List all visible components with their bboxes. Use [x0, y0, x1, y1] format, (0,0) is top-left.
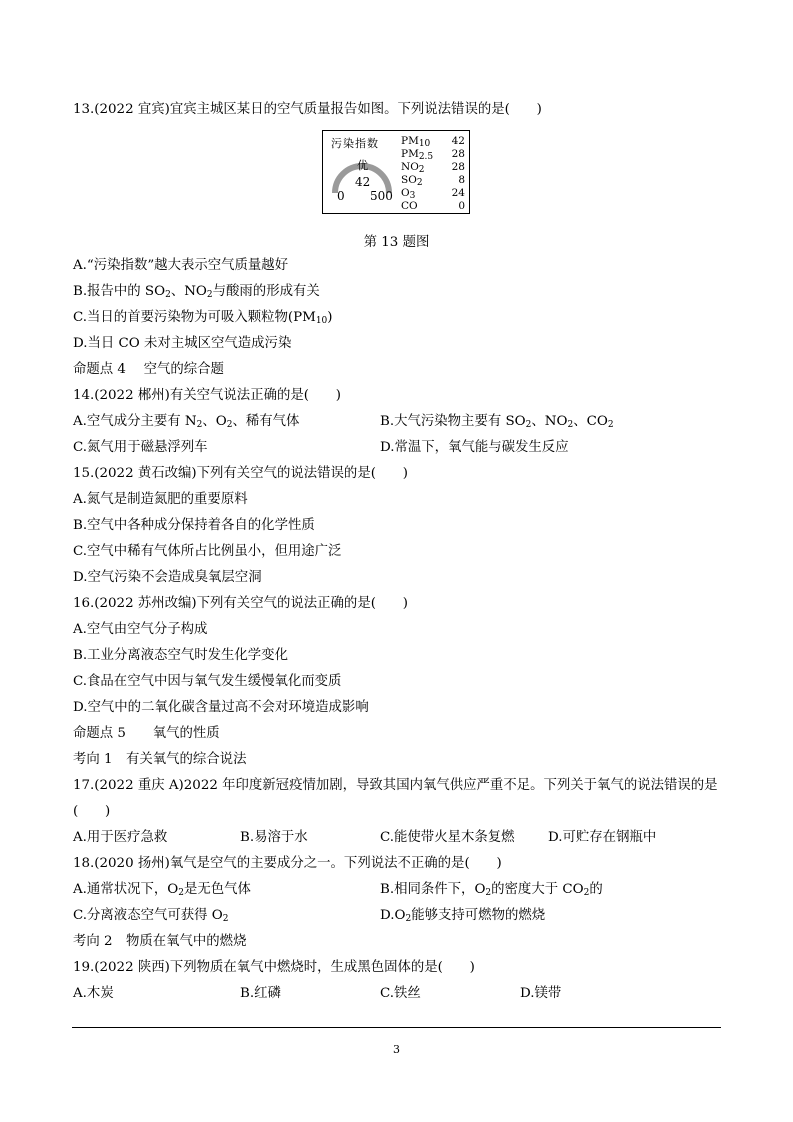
figure-range-min: 0 — [337, 189, 345, 203]
q17-stem: 17.(2022 重庆 A)2022 年印度新冠疫情加剧，导致其国内氧气供应严重不足。下列关于氧气的说法错误的是 — [73, 778, 718, 793]
page-number: 3 — [393, 1043, 400, 1056]
q13-option-a: A.“污染指数”越大表示空气质量越好 — [73, 258, 289, 273]
sub-heading: 考向 2 物质在氧气中的燃烧 — [73, 934, 247, 949]
q15-stem: 15.(2022 黄石改编)下列有关空气的说法错误的是( ) — [73, 466, 408, 481]
q15-option-b: B.空气中各种成分保持着各自的化学性质 — [73, 518, 315, 533]
q19-option-b: B.红磷 — [240, 986, 281, 1001]
q19-option-d: D.镁带 — [520, 986, 562, 1001]
q13-option-b: B.报告中的 $SO_2$、$NO_2$与酸雨的形成有关 — [73, 284, 320, 300]
q18-option-c: C.分离液态空气可获得 $O_2$ — [73, 908, 229, 924]
q14-option-c: C.氮气用于磁悬浮列车 — [73, 440, 208, 455]
q18-stem: 18.(2020 扬州)氧气是空气的主要成分之一。下列说法不正确的是( ) — [73, 856, 502, 871]
q19-stem: 19.(2022 陕西)下列物质在氧气中燃烧时，生成黑色固体的是( ) — [73, 960, 475, 975]
footer-rule — [72, 1027, 721, 1028]
figure-level: 优 — [357, 159, 368, 172]
air-quality-report-figure: 污染指数 优 42 0 500 $PM_{10}$ 42 $PM_{2.5}$ 28 $NO_2$ 28 $SO_2$ 8 $O_3$ 24 CO 0 — [322, 130, 470, 214]
q16-option-a: A.空气由空气分子构成 — [73, 622, 208, 637]
q17-option-b: B.易溶于水 — [240, 830, 308, 845]
section-heading: 命题点 4 空气的综合题 — [73, 362, 224, 377]
q15-option-c: C.空气中稀有气体所占比例虽小，但用途广泛 — [73, 544, 342, 559]
q13-stem: 13.(2022 宜宾)宜宾主城区某日的空气质量报告如图。下列说法错误的是( ) — [73, 102, 542, 117]
q14-option-d: D.常温下，氧气能与碳发生反应 — [380, 440, 569, 455]
sub-heading: 考向 1 有关氧气的综合说法 — [73, 752, 247, 767]
q16-option-b: B.工业分离液态空气时发生化学变化 — [73, 648, 288, 663]
q18-option-d: $D.O_2$能够支持可燃物的燃烧 — [380, 908, 546, 924]
q16-option-c: C.食品在空气中因与氧气发生缓慢氧化而变质 — [73, 674, 342, 689]
q14-option-b: B.大气污染物主要有 $SO_2$、$NO_2$、$CO_2$ — [380, 414, 614, 430]
figure-title: 污染指数 — [331, 137, 379, 150]
q13-option-d: D.当日 CO 未对主城区空气造成污染 — [73, 336, 292, 351]
q15-option-d: D.空气污染不会造成臭氧层空洞 — [73, 570, 262, 585]
q16-option-d: D.空气中的二氧化碳含量过高不会对环境造成影响 — [73, 700, 369, 715]
q13-option-c: C.当日的首要污染物为可吸入颗粒物$(PM_{10})$ — [73, 310, 333, 326]
q14-stem: 14.(2022 郴州)有关空气说法正确的是( ) — [73, 388, 341, 403]
figure-caption: 第 13 题图 — [363, 235, 430, 250]
q18-option-b: B.相同条件下，$O_2$的密度大于 $CO_2$的 — [380, 882, 603, 898]
q17-option-c: C.能使带火星木条复燃 — [380, 830, 515, 845]
q18-option-a: A.通常状况下，$O_2$是无色气体 — [73, 882, 251, 898]
q17-option-d: D.可贮存在钢瓶中 — [548, 830, 657, 845]
q19-option-a: A.木炭 — [73, 986, 114, 1001]
q14-option-a: A.空气成分主要有 $N_2$、$O_2$、稀有气体 — [73, 414, 300, 430]
q15-option-a: A.氮气是制造氮肥的重要原料 — [73, 492, 248, 507]
q17-option-a: A.用于医疗急救 — [73, 830, 168, 845]
q17-stem-paren: ( ) — [73, 804, 111, 819]
figure-range-max: 500 — [370, 189, 393, 203]
q19-option-c: C.铁丝 — [380, 986, 421, 1001]
figure-value: 42 — [355, 175, 371, 189]
q16-stem: 16.(2022 苏州改编)下列有关空气的说法正确的是( ) — [73, 596, 408, 611]
section-heading: 命题点 5 氧气的性质 — [73, 726, 220, 741]
